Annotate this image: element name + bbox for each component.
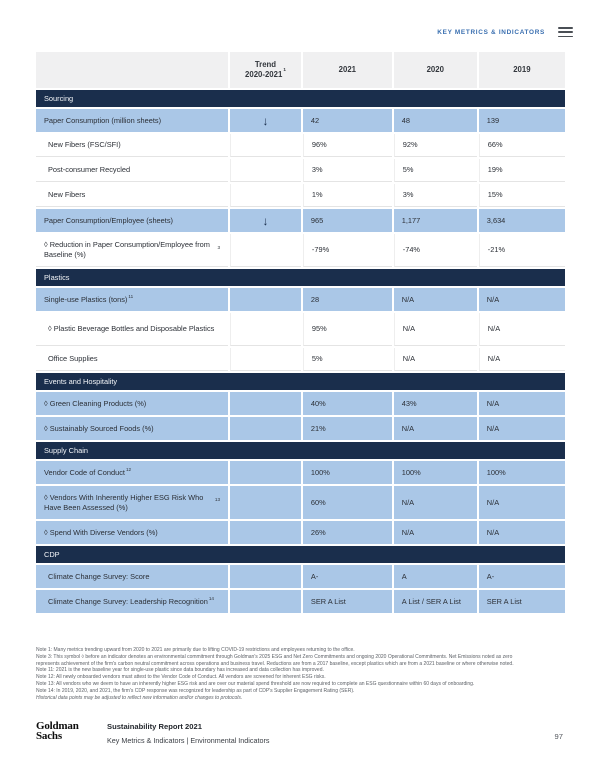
value-cell: SER A List bbox=[303, 590, 392, 613]
trend-cell bbox=[230, 234, 301, 267]
metrics-table bbox=[36, 52, 565, 615]
footnotes bbox=[36, 647, 570, 701]
value-cell: -21% bbox=[479, 234, 565, 267]
table-row bbox=[36, 565, 565, 588]
section-header: Events and Hospitality bbox=[36, 373, 565, 390]
table-header-row bbox=[36, 52, 565, 88]
value-cell: N/A bbox=[394, 417, 477, 440]
value-cell: 66% bbox=[479, 134, 565, 157]
trend-cell bbox=[230, 590, 301, 613]
table-row bbox=[36, 348, 565, 371]
value-cell: N/A bbox=[479, 392, 565, 415]
table-row bbox=[36, 313, 565, 346]
logo-line2: Sachs bbox=[36, 729, 62, 742]
value-cell: N/A bbox=[479, 348, 565, 371]
value-cell: 100% bbox=[303, 461, 392, 484]
indicator-label-cell: New Fibers bbox=[36, 184, 228, 207]
footnote-line: Note 11: 2021 is the new baseline year for single-use plastic since data boundary has increased and data collection has improved. bbox=[36, 667, 324, 674]
indicator-label-cell: Paper Consumption/Employee (sheets) bbox=[36, 209, 228, 232]
table-row bbox=[36, 134, 565, 157]
trend-cell bbox=[230, 461, 301, 484]
section-header: Supply Chain bbox=[36, 442, 565, 459]
header-year-cell: 2020 bbox=[394, 52, 477, 88]
indicator-label-cell: ◊ Sustainably Sourced Foods (%) bbox=[36, 417, 228, 440]
value-cell: 26% bbox=[303, 521, 392, 544]
trend-cell bbox=[230, 109, 301, 132]
value-cell: A bbox=[394, 565, 477, 588]
value-cell: 100% bbox=[479, 461, 565, 484]
trend-cell bbox=[230, 288, 301, 311]
value-cell: -74% bbox=[394, 234, 477, 267]
key-metrics-link[interactable]: KEY METRICS & INDICATORS bbox=[437, 28, 545, 36]
footnote-line: Note 1: Many metrics trending upward from 2020 to 2021 are primarily due to lifting COVID-19 restrictions and employees returning to the office. bbox=[36, 647, 355, 653]
value-cell: 19% bbox=[479, 159, 565, 182]
value-cell: N/A bbox=[479, 288, 565, 311]
top-navigation bbox=[437, 25, 573, 39]
value-cell: A- bbox=[479, 565, 565, 588]
value-cell: N/A bbox=[394, 521, 477, 544]
footnote-line: Note 14: In 2019, 2020, and 2021, the firm's CDP response was recognized for leadership as part of CDP's Supplier Engagement Rating (SER). bbox=[36, 687, 355, 694]
table-row bbox=[36, 109, 565, 132]
value-cell: -79% bbox=[303, 234, 392, 267]
section-header: CDP bbox=[36, 546, 565, 563]
value-cell: A List / SER A List bbox=[394, 590, 477, 613]
value-cell: N/A bbox=[479, 486, 565, 519]
value-cell: N/A bbox=[394, 313, 477, 346]
value-cell: N/A bbox=[394, 288, 477, 311]
section-header: Plastics bbox=[36, 269, 565, 286]
trend-cell bbox=[230, 209, 301, 232]
trend-cell bbox=[230, 348, 301, 371]
trend-cell bbox=[230, 134, 301, 157]
goldman-sachs-logo bbox=[36, 722, 79, 741]
header-label-cell bbox=[36, 52, 228, 88]
value-cell: 100% bbox=[394, 461, 477, 484]
value-cell: 48 bbox=[394, 109, 477, 132]
value-cell: 139 bbox=[479, 109, 565, 132]
value-cell: 92% bbox=[394, 134, 477, 157]
table-row bbox=[36, 461, 565, 484]
hamburger-menu-icon[interactable] bbox=[558, 25, 573, 39]
table-row bbox=[36, 521, 565, 544]
indicator-label-cell: Vendor Code of Conduct 12 bbox=[36, 461, 228, 484]
footnote-line: Note 3: This symbol ◊ before an indicator denotes an environmental commitment through Goldman's 2025 ESG and Net Zero Commitments and ongoing 2020 Operational Commitments. Net Emissions noted as zero bbox=[36, 653, 513, 660]
table-row bbox=[36, 417, 565, 440]
value-cell: 15% bbox=[479, 184, 565, 207]
table-row bbox=[36, 590, 565, 613]
footnote-line: Note 13: All vendors who we deem to have an inherently higher ESG risk and are over our material spend threshold are now required to complete an ESG questionnaire within 60 days of onboarding. bbox=[36, 680, 475, 687]
value-cell: 43% bbox=[394, 392, 477, 415]
value-cell: 42 bbox=[303, 109, 392, 132]
table-row bbox=[36, 159, 565, 182]
indicator-label-cell: Single-use Plastics (tons) 11 bbox=[36, 288, 228, 311]
footnote-line: Note 12: All newly onboarded vendors must attest to the Vendor Code of Conduct. All vendors are screened for inherent ESG risks. bbox=[36, 674, 326, 681]
value-cell: 60% bbox=[303, 486, 392, 519]
indicator-label-cell: Paper Consumption (million sheets) bbox=[36, 109, 228, 132]
indicator-label-cell: ◊ Reduction in Paper Consumption/Employee from Baseline (%) 3 bbox=[36, 234, 228, 267]
trend-cell bbox=[230, 392, 301, 415]
value-cell: N/A bbox=[479, 313, 565, 346]
indicator-label-cell: New Fibers (FSC/SFI) bbox=[36, 134, 228, 157]
trend-cell bbox=[230, 159, 301, 182]
value-cell: 3% bbox=[303, 159, 392, 182]
indicator-label-cell: Climate Change Survey: Leadership Recognition 14 bbox=[36, 590, 228, 613]
value-cell: 95% bbox=[303, 313, 392, 346]
value-cell: A- bbox=[303, 565, 392, 588]
value-cell: 40% bbox=[303, 392, 392, 415]
table-row bbox=[36, 209, 565, 232]
trend-cell bbox=[230, 313, 301, 346]
table-row bbox=[36, 184, 565, 207]
indicator-label-cell: ◊ Plastic Beverage Bottles and Disposable Plastics bbox=[36, 313, 228, 346]
indicator-label-cell: ◊ Spend With Diverse Vendors (%) bbox=[36, 521, 228, 544]
report-title: Sustainability Report 2021 bbox=[107, 722, 202, 731]
value-cell: 1,177 bbox=[394, 209, 477, 232]
value-cell: 28 bbox=[303, 288, 392, 311]
value-cell: 21% bbox=[303, 417, 392, 440]
value-cell: N/A bbox=[479, 521, 565, 544]
value-cell: 1% bbox=[303, 184, 392, 207]
logo-line1: Goldman bbox=[36, 720, 79, 732]
trend-down-arrow-icon: ↓ bbox=[262, 213, 269, 228]
value-cell: 5% bbox=[303, 348, 392, 371]
footnote-line: represents achievement of the firm's carbon neutral commitment across operations and business travel. Reductions are from a 2017 baseline, except plastics which are from a 2021 baseline or where otherwise noted. bbox=[36, 660, 514, 667]
header-trend-cell: Trend 2020-2021$^1$ bbox=[230, 52, 301, 88]
trend-cell bbox=[230, 486, 301, 519]
value-cell: SER A List bbox=[479, 590, 565, 613]
value-cell: 3% bbox=[394, 184, 477, 207]
breadcrumb: Key Metrics & Indicators | Environmental Indicators bbox=[107, 735, 270, 745]
table-row bbox=[36, 486, 565, 519]
value-cell: 965 bbox=[303, 209, 392, 232]
indicator-label-cell: Climate Change Survey: Score bbox=[36, 565, 228, 588]
value-cell: N/A bbox=[394, 348, 477, 371]
table-row bbox=[36, 288, 565, 311]
value-cell: N/A bbox=[394, 486, 477, 519]
trend-down-arrow-icon: ↓ bbox=[262, 113, 269, 128]
section-header: Sourcing bbox=[36, 90, 565, 107]
trend-cell bbox=[230, 417, 301, 440]
trend-cell bbox=[230, 565, 301, 588]
indicator-label-cell: Office Supplies bbox=[36, 348, 228, 371]
footnote-line: Historical data points may be adjusted to reflect new information and/or changes to protocols. bbox=[36, 694, 243, 701]
value-cell: 96% bbox=[303, 134, 392, 157]
trend-cell bbox=[230, 184, 301, 207]
indicator-label-cell: Post-consumer Recycled bbox=[36, 159, 228, 182]
indicator-label-cell: ◊ Vendors With Inherently Higher ESG Risk Who Have Been Assessed (%) 13 bbox=[36, 486, 228, 519]
table-row bbox=[36, 234, 565, 267]
trend-cell bbox=[230, 521, 301, 544]
page-number: 97 bbox=[554, 732, 563, 741]
value-cell: 5% bbox=[394, 159, 477, 182]
table-row bbox=[36, 392, 565, 415]
header-year-cell: 2019 bbox=[479, 52, 565, 88]
indicator-label-cell: ◊ Green Cleaning Products (%) bbox=[36, 392, 228, 415]
value-cell: 3,634 bbox=[479, 209, 565, 232]
header-year-cell: 2021 bbox=[303, 52, 392, 88]
value-cell: N/A bbox=[479, 417, 565, 440]
